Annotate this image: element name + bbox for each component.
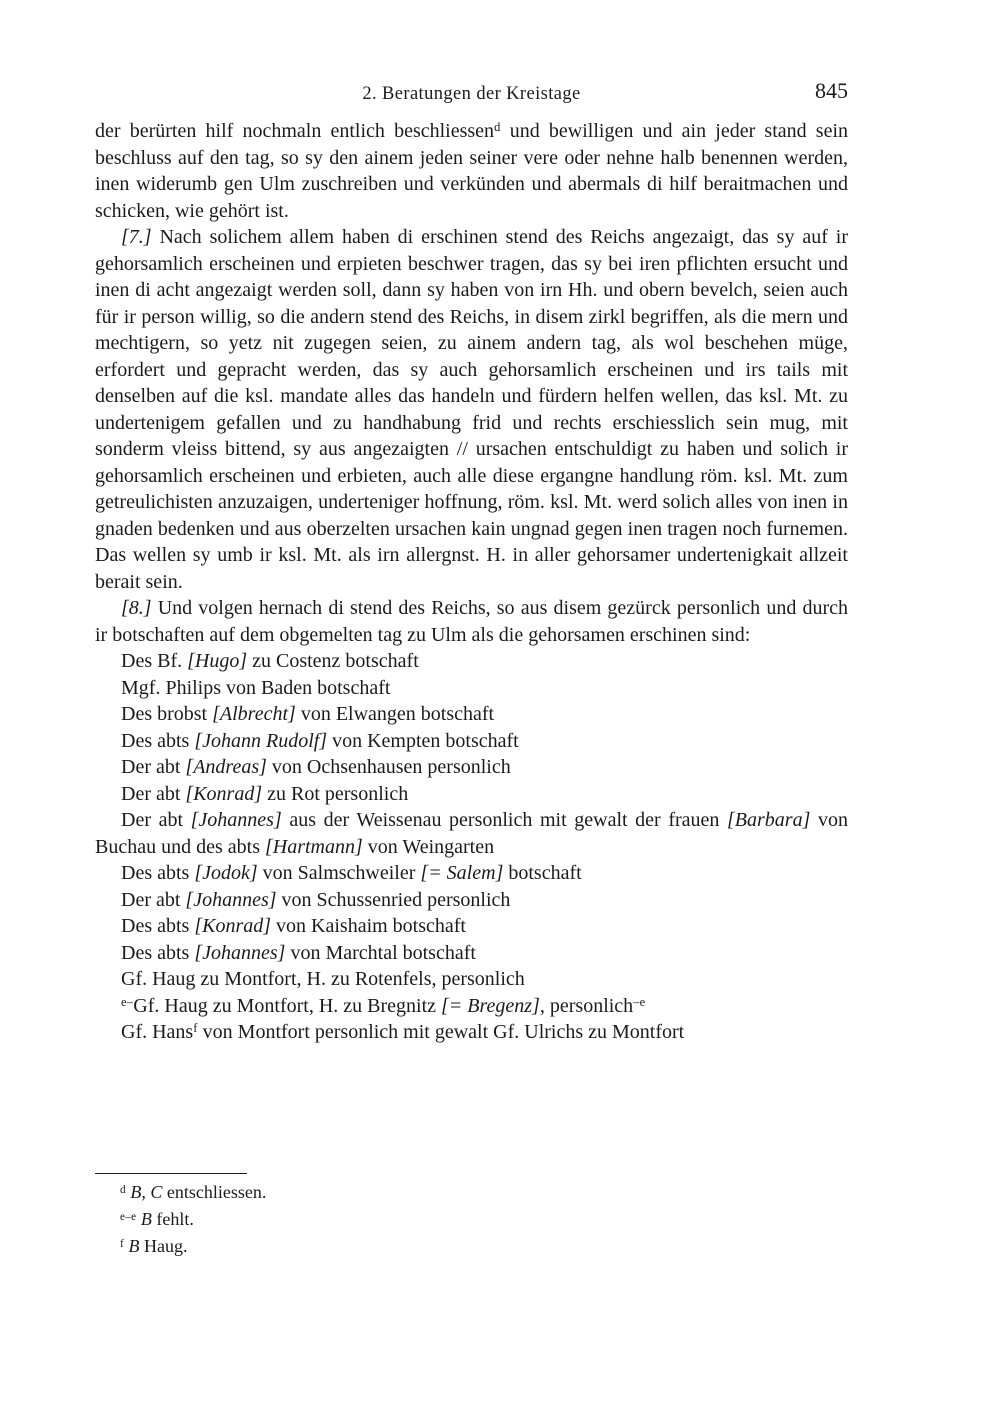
running-title: 2. Beratungen der Kreistage: [362, 84, 581, 104]
text-run: von Buchau und des abts: [95, 809, 848, 858]
list-item: [95, 1019, 848, 1046]
text-run: [Konrad]: [194, 915, 272, 937]
paragraph: [95, 118, 848, 224]
superscript-note-marker: d: [494, 120, 501, 135]
list-item: [95, 701, 848, 728]
text-run: [8.]: [121, 597, 152, 619]
text-run: Nach solichem allem haben di erschinen stend des Reichs angezaigt, das sy auf ir gehorsamlich erscheinen und erpieten beschwer tragen, das sy bei iren pflichten ersucht und inen di acht angezaigt werden soll, dann sy haben von irn Hh. und obern bevelch, seien auch für ir person willig, so die andern stend des Reichs, in disem zirkl begriffen, als die mern und mechtigern, so yetz nit zugegen seien, zu ainem andern tag, als wol beschehen müge, erfordert und gepracht werden, das sy auch gehorsamlich erscheinen und irs tails mit denselben auf die ksl. mandate alles das handeln und fürdern helfen wellen, das ksl. Mt. zu undertenigem gefallen und zu handhabung frid und rechts erschiesslich sein mug, mit sonderm vleiss bittend, sy aus angezaigten // ursachen entschuldigt zu haben und solich ir gehorsamlich erscheinen und erbieten, auch alle diese ergangne handlung röm. ksl. Mt. zum getreulichisten anzuzaigen, underteniger hoffnung, röm. ksl. Mt. werd solich alles von inen in gnaden bedenken und aus oberzelten ursachen kain ungnad gegen inen tragen noch furnemen. Das wellen sy umb ir ksl. Mt. als irn allergnst. H. in aller gehorsamer undertenigkait allzeit berait sein.: [95, 226, 848, 593]
list-item: [95, 940, 848, 967]
list-item: [95, 887, 848, 914]
text-run: von Kaishaim botschaft: [271, 915, 466, 937]
text-run: Des abts: [121, 862, 195, 884]
text-run: Der abt: [121, 756, 186, 778]
list-item: [95, 728, 848, 755]
text-run: Der abt: [121, 782, 186, 805]
text-run: Der abt: [121, 809, 191, 831]
running-header: [95, 78, 848, 108]
superscript-note-marker: f: [120, 1237, 125, 1250]
list-item: [95, 913, 848, 940]
text-run: Haug.: [139, 1236, 188, 1256]
text-run: B: [128, 1236, 140, 1256]
list-item: [95, 807, 848, 860]
text-run: Des brobst: [121, 703, 213, 725]
footnotes-section: [95, 1173, 848, 1260]
text-run: [= Salem]: [420, 862, 504, 884]
text-run: [Johannes]: [185, 888, 277, 911]
superscript-note-marker: e–e: [120, 1210, 137, 1223]
text-run: Des abts: [121, 729, 195, 752]
list-item: [95, 675, 848, 702]
text-run: botschaft: [503, 862, 582, 884]
text-run: [Hugo]: [187, 650, 248, 672]
footnote: [95, 1179, 848, 1206]
text-run: [Hartmann]: [264, 835, 363, 858]
text-run: Des abts: [121, 941, 195, 964]
text-run: Des Bf.: [121, 650, 188, 672]
text-run: B: [140, 1209, 152, 1229]
text-run: [Jodok]: [194, 862, 258, 884]
paragraph: [95, 595, 848, 648]
text-run: [Johannes]: [190, 809, 282, 831]
footnote: [95, 1233, 848, 1260]
list-item: [95, 648, 848, 675]
list-item: [95, 966, 848, 993]
list-item: [95, 754, 848, 781]
text-run: Gf. Haug zu Montfort, H. zu Bregnitz: [133, 994, 442, 1017]
text-run: fehlt.: [151, 1209, 194, 1229]
text-run: [Johann Rudolf]: [194, 729, 328, 752]
superscript-note-marker: f: [193, 1021, 198, 1036]
text-run: von Weingarten: [362, 835, 495, 858]
text-run: von Elwangen botschaft: [295, 703, 495, 725]
text-run: von Schussenried personlich: [276, 888, 511, 911]
text-run: entschliessen.: [162, 1182, 267, 1202]
text-run: [Albrecht]: [212, 703, 296, 725]
main-text-block: [95, 118, 848, 1046]
text-run: [= Bregenz]: [441, 994, 540, 1017]
text-run: Mgf. Philips von Baden botschaft: [121, 676, 391, 699]
text-run: Des abts: [121, 915, 195, 937]
paragraph: [95, 224, 848, 595]
text-run: Gf. Hans: [121, 1021, 194, 1043]
superscript-note-marker: e–: [121, 994, 134, 1009]
text-run: Der abt: [121, 888, 186, 911]
superscript-note-marker: –e: [633, 994, 646, 1009]
text-run: [Andreas]: [185, 756, 267, 778]
text-run: von Salmschweiler: [257, 862, 421, 884]
page-number: 845: [815, 78, 848, 103]
text-run: von Ochsenhausen personlich: [266, 756, 511, 778]
text-run: B, C: [130, 1182, 163, 1202]
text-run: [Konrad]: [185, 782, 263, 805]
text-run: , personlich: [539, 994, 634, 1017]
text-run: von Montfort personlich mit gewalt Gf. Ulrichs zu Montfort: [197, 1021, 685, 1043]
text-run: Gf. Haug zu Montfort, H. zu Rotenfels, personlich: [121, 968, 525, 990]
footnote-separator: [95, 1173, 247, 1174]
text-run: der berürten hilf nochmaln entlich beschliessen: [95, 120, 495, 142]
list-item: [95, 781, 848, 808]
superscript-note-marker: d: [120, 1183, 126, 1196]
footnote-list: [95, 1179, 848, 1260]
footnote: [95, 1206, 848, 1233]
list-item: [95, 993, 848, 1020]
text-run: und bewilligen und ain jeder stand sein beschluss auf den tag, so sy den ainem jeden seiner vere oder nehne halb benennen werden, inen widerumb gen Ulm zuschreiben und verkünden und abermals di hilf beraitmachen und schicken, wie gehört ist.: [95, 120, 849, 222]
text-run: von Marchtal botschaft: [285, 941, 476, 964]
text-run: von Kempten botschaft: [327, 729, 519, 752]
list-item: [95, 860, 848, 887]
text-run: zu Costenz botschaft: [247, 650, 419, 672]
text-run: [Barbara]: [727, 809, 811, 831]
text-run: Und volgen hernach di stend des Reichs, so aus disem gezürck personlich und durch ir botschaften auf dem obgemelten tag zu Ulm als die gehorsamen erschinen sind:: [95, 597, 848, 646]
text-run: [Johannes]: [194, 941, 286, 964]
text-run: aus der Weissenau personlich mit gewalt der frauen: [281, 809, 728, 831]
text-run: zu Rot personlich: [262, 782, 409, 805]
text-run: [7.]: [121, 226, 152, 248]
